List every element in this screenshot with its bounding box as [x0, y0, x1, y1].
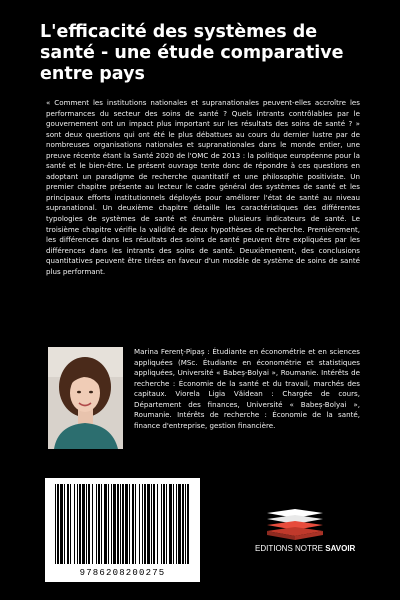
book-title: L'efficacité des systèmes de santé - une étude comparative entre pays: [40, 22, 344, 84]
isbn-barcode: [45, 478, 200, 582]
publisher-prefix: EDITIONS NOTRE: [255, 544, 326, 553]
publisher-name: [255, 544, 375, 553]
isbn-number: 9786208200275: [79, 568, 166, 578]
author-photo: [48, 347, 123, 449]
author-bio: Marina Ferenț-Pipaș : Étudiante en économétrie et en sciences appliquées (MSc. Étudiante en économétrie et statistiques appliquées, Université « Babeș-Bolyai », Roumanie. Intérêts de recherche : Économie de la santé et du travail, marchés des capitaux. Viorela Ligia Văidean : Chargée de cours, Département des finances, Université « Babeș-Bolyai », Roumanie. Intérêts de recherche : Économie de la santé, finance d'entreprise, gestion financière.: [134, 347, 360, 430]
publisher-brand: SAVOIR: [325, 544, 356, 553]
book-summary: « Comment les institutions nationales et supranationales peuvent-elles accroître les performances du secteur des soins de santé ? Quels intrants contrôlables par le gouvernement ont un impact plus important sur les résultats des soins de santé ? » sont deux questions qui ont été le plus débattues au cours du dernier lustre par de nombreuses organisations nationales et supranationales dans le monde entier, une preuve récente étant la Santé 2020 de l'OMC de 2013 : la politique européenne pour la santé et le bien-être. Le présent ouvrage tente donc de répondre à ces questions en adoptant un paradigme de recherche quantitatif et une philosophie positiviste. Un premier chapitre présente au lecteur le cadre général des systèmes de santé et les principaux efforts institutionnels déployés pour améliorer l'état de santé au niveau supranational. Un deuxième chapitre détaille les caractéristiques des différentes typologies de systèmes de santé et énumère plusieurs indicateurs de santé. Le troisième chapitre vérifie la validité de deux hypothèses de recherche. Premièrement, les différences dans les résultats des soins de santé peuvent être expliquées par les différences dans les intrants des soins de santé. Deuxièmement, des conclusions quantitatives peuvent être tirées en faveur d'un modèle de système de soins de santé plus performant.: [46, 98, 360, 276]
stacked-books-logo-icon: [255, 507, 335, 543]
